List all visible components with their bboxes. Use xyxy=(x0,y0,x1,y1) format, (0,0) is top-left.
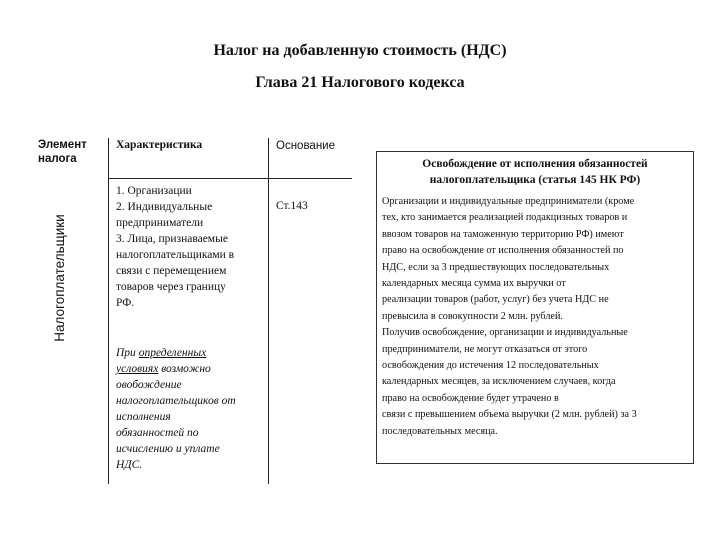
header-element-line1: Элемент xyxy=(38,139,87,151)
exemption-line: право на освобождение будет утрачено в xyxy=(382,392,559,404)
list-item: налогоплательщиками в xyxy=(116,249,235,261)
note-line: НДС. xyxy=(116,459,143,471)
note-line: исполнения xyxy=(116,411,171,423)
exemption-line: Получив освобождение, организации и индивидуальные xyxy=(382,327,628,339)
exemption-line: календарных месяца сумма их выручки от xyxy=(382,278,566,290)
note-line: исчислению и уплате xyxy=(116,443,220,455)
exemption-line: превысила в совокупности 2 млн. рублей. xyxy=(382,310,563,322)
exemption-title-line1: Освобождение от исполнения обязанностей xyxy=(422,158,648,170)
exemption-line: предприниматели, не могут отказаться от этого xyxy=(382,343,588,355)
header-characteristic: Характеристика xyxy=(116,139,203,151)
exemption-line: тех, кто занимается реализацией подакцизных товаров и xyxy=(382,212,628,224)
table-divider-h xyxy=(108,178,352,179)
note-text: При xyxy=(116,347,139,359)
taxpayer-list xyxy=(116,183,266,311)
list-item: связи с перемещением xyxy=(116,265,227,277)
exemption-line: последовательных месяца. xyxy=(382,425,498,437)
list-item: 1. Организации xyxy=(116,185,192,197)
exemption-line: календарных месяцев, за исключением случаев, когда xyxy=(382,376,616,388)
exemption-line: реализации товаров (работ, услуг) без учета НДС не xyxy=(382,294,609,306)
header-basis: Основание xyxy=(276,140,335,152)
list-item: 2. Индивидуальные xyxy=(116,201,213,213)
exemption-line: право на освобождение от исполнения обязанностей по xyxy=(382,245,624,257)
exemption-line: связи с превышением объема выручки (2 млн. рублей) за 3 xyxy=(382,409,637,421)
note-link-conditions[interactable]: определенных xyxy=(138,347,207,359)
basis-article: Ст.143 xyxy=(276,200,308,212)
note-line: налогоплательщиков от xyxy=(116,395,236,407)
page-title: Налог на добавленную стоимость (НДС) xyxy=(213,42,507,59)
note-line: обязанностей по xyxy=(116,427,199,439)
exemption-title-line2: налогоплательщика (статья 145 НК РФ) xyxy=(429,174,641,186)
list-item: РФ. xyxy=(116,297,135,309)
list-item: товаров через границу xyxy=(116,281,226,293)
note-text: возможно xyxy=(158,363,211,375)
row-label-taxpayers: Налогоплательщики xyxy=(52,214,67,342)
exemption-title xyxy=(380,156,690,188)
note-link-conditions-2[interactable]: условиях xyxy=(116,363,159,375)
exemption-line: ввозом товаров на таможенную территорию РФ) имеют xyxy=(382,228,624,240)
header-element xyxy=(38,138,87,166)
exemption-line: НДС, если за 3 предшествующих последовательных xyxy=(382,261,610,273)
exemption-line: Организации и индивидуальные предприниматели (кроме xyxy=(382,196,635,207)
exemption-text xyxy=(382,194,692,440)
list-item: 3. Лица, признаваемые xyxy=(116,233,228,245)
list-item: предприниматели xyxy=(116,217,204,229)
exemption-note xyxy=(116,345,266,473)
header-element-line2: налога xyxy=(38,153,77,165)
table-divider-v1 xyxy=(108,138,109,484)
note-line: овобождение xyxy=(116,379,182,391)
table-divider-v2 xyxy=(268,138,269,484)
exemption-line: освобождения до истечения 12 последовательных xyxy=(382,360,599,372)
page-subtitle: Глава 21 Налогового кодекса xyxy=(255,74,465,91)
